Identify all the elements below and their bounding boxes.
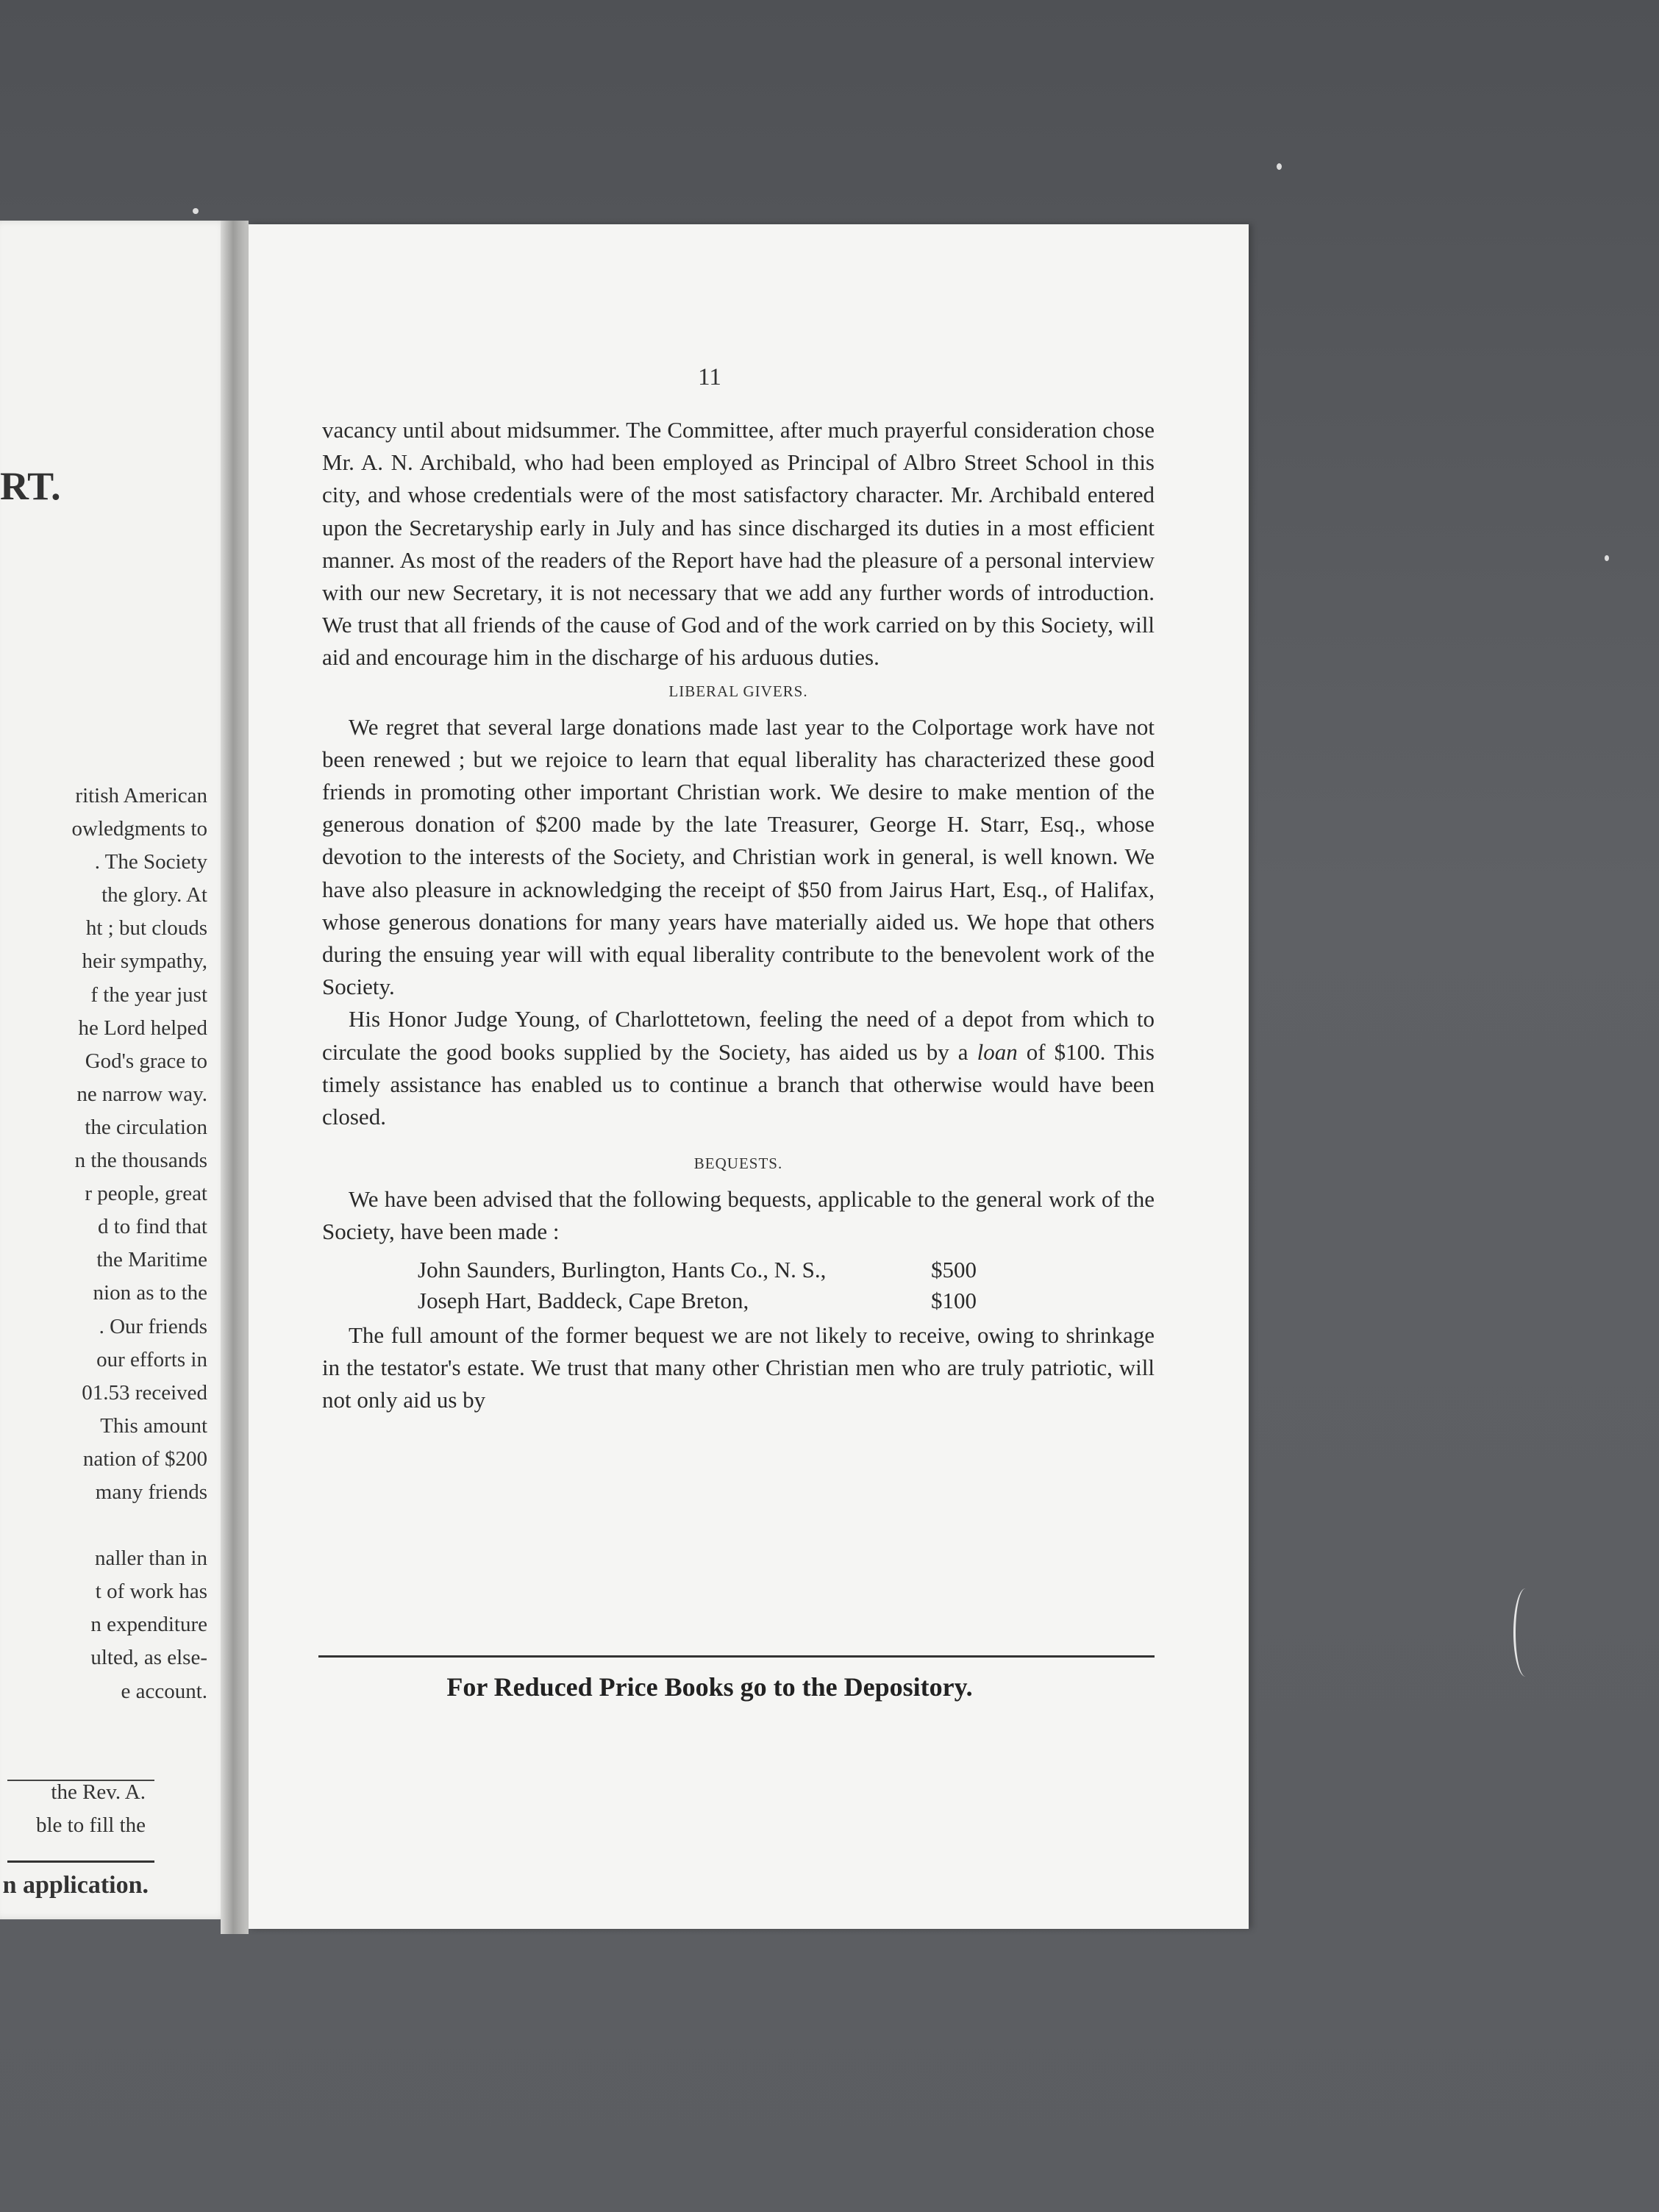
left-line: f the year just <box>90 982 207 1007</box>
left-line: ne narrow way. <box>76 1082 207 1106</box>
left-line: n expenditure <box>90 1613 207 1637</box>
paragraph-liberal-givers: We regret that several large donations made last year to the Colportage work have not been renewed ; but we rejoice to learn that equal liberality has characterized these good friends in promoting other important Christian work. We desire to make mention of the generous donation of $200 made by the late Treasurer, George H. Starr, Esq., whose devotion to the interests of the Society, and Christian work in general, is well known. We have also pleasure in acknowledging the receipt of $50 from Jairus Hart, Esq., of Halifax, whose generous donations for many years have materially aided us. We hope that others during the ensuing year will with equal liberality contribute to the benevolent work of the Society. <box>322 713 1155 1000</box>
left-line: This amount <box>100 1413 207 1438</box>
left-line: the circulation <box>85 1115 207 1139</box>
left-line: nion as to the <box>93 1281 207 1305</box>
left-line: nation of $200 <box>82 1446 207 1471</box>
bequest-name: Joseph Hart, Baddeck, Cape Breton, <box>418 1287 749 1313</box>
book-gutter <box>221 221 249 1934</box>
left-line: t of work has <box>95 1580 207 1604</box>
left-line: n the thousands <box>74 1149 207 1173</box>
paragraph-committee: vacancy until about midsummer. The Committee, after much prayerful consideration chose Mr. A. N. Archibald, who had been employed as Principal of Albro Street School in this city, and whose credentials were of the most satisfactory character. Mr. Archibald entered upon the Secretaryship early in July and has since discharged its duties in a most efficient manner. As most of the readers of the Report have had the pleasure of a personal interview with our new Secretary, it is not necessary that we add any further words of introduction. We trust that all friends of the cause of God and of the work carried on by this Society, will aid and encourage him in the discharge of his arduous duties. <box>322 417 1155 671</box>
left-line: he Lord helped <box>78 1016 207 1040</box>
dust-speck <box>193 208 199 214</box>
page-body <box>322 414 1155 1416</box>
bequest-row <box>418 1255 977 1285</box>
left-footer-rule <box>7 1860 154 1863</box>
footer-rule <box>318 1655 1155 1658</box>
left-page <box>0 221 228 1919</box>
left-line: r people, great <box>85 1182 207 1206</box>
bequest-amount: $100 <box>931 1287 977 1313</box>
bequest-row <box>418 1285 977 1316</box>
dust-speck <box>1605 555 1609 561</box>
left-line: 01.53 received <box>82 1380 207 1405</box>
left-line: God's grace to <box>85 1049 207 1073</box>
judge-young-text-1: His Honor Judge Young, of Charlottetown, feeling the need of a depot from which to circulate the good books supplied by the Society, has aided us by a <box>322 1006 1155 1065</box>
bequest-name: John Saunders, Burlington, Hants Co., N. S., <box>418 1256 827 1282</box>
left-line: many friends <box>95 1480 207 1504</box>
left-line: the glory. At <box>101 883 207 907</box>
left-line <box>0 1509 207 1542</box>
bequest-amount: $500 <box>931 1256 977 1282</box>
loan-italic: loan <box>977 1038 1018 1065</box>
left-line: naller than in <box>94 1546 207 1571</box>
scan-artifact-bracket <box>1513 1588 1538 1677</box>
left-line: ritish American <box>75 784 207 807</box>
left-line: . Our friends <box>99 1314 207 1338</box>
left-line: ht ; but clouds <box>85 916 207 941</box>
left-page-text-lower <box>0 1776 146 1842</box>
paragraph-former-bequest: The full amount of the former bequest we are not likely to receive, owing to shrinkage in the testator's estate. We trust that many other Christian men who are truly patriotic, will not only aid us by <box>322 1321 1155 1413</box>
judge-young-text-2: of $100. This timely assistance has enabled us to continue a branch that otherwise would have been closed. <box>322 1038 1155 1130</box>
paragraph-judge-young <box>322 1003 1155 1133</box>
left-line: the Maritime <box>96 1248 207 1272</box>
left-line: owledgments to <box>71 817 207 841</box>
page-number: 11 <box>698 364 721 390</box>
left-line: our efforts in <box>96 1347 207 1371</box>
bequest-list <box>322 1255 1155 1316</box>
page-11 <box>249 224 1249 1929</box>
left-line: ble to fill the <box>36 1813 146 1837</box>
footer-note: For Reduced Price Books go to the Depository. <box>446 1672 973 1702</box>
left-page-heading: RT. <box>0 464 61 508</box>
left-line: ulted, as else- <box>90 1646 207 1670</box>
left-line: the Rev. A. <box>51 1780 146 1804</box>
left-line: heir sympathy, <box>82 949 207 974</box>
dust-speck <box>1277 163 1282 170</box>
left-page-text <box>0 779 207 1708</box>
heading-liberal-givers: LIBERAL GIVERS. <box>668 682 808 700</box>
paragraph-bequests-intro: We have been advised that the following bequests, applicable to the general work of the Society, have been made : <box>322 1186 1155 1245</box>
left-line: . The Society <box>94 850 207 874</box>
left-page-footer: n application. <box>2 1872 149 1899</box>
left-line: e account. <box>121 1679 207 1703</box>
left-line: d to find that <box>97 1215 207 1239</box>
heading-bequests: BEQUESTS. <box>693 1155 783 1173</box>
